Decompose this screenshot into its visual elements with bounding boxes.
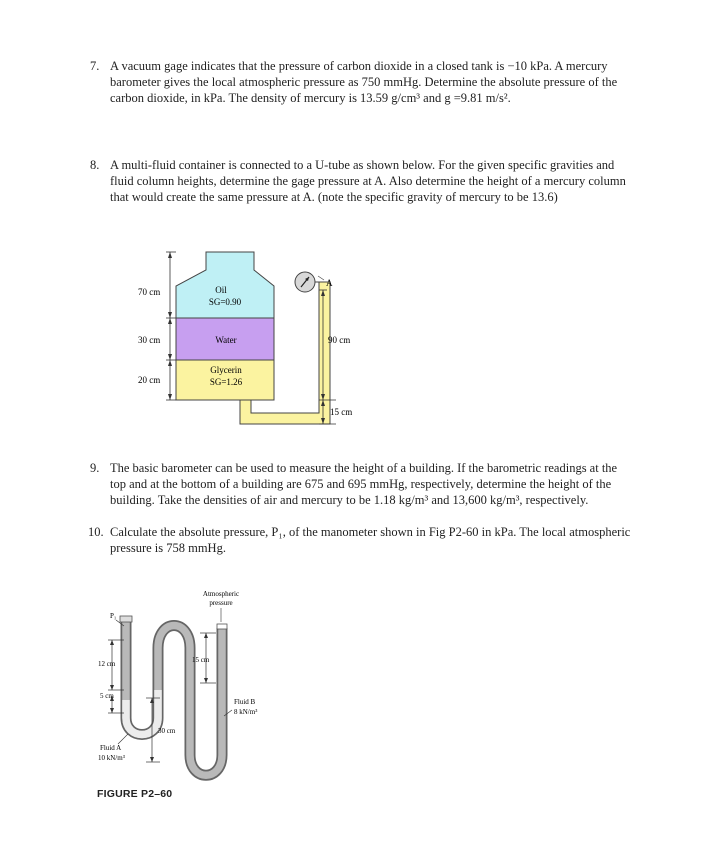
dim-water-label: 30 cm: [138, 335, 161, 345]
question-number: 7.: [90, 59, 100, 73]
question-number: 9.: [90, 461, 100, 475]
question-text: The basic barometer can be used to measure the height of a building. If the barometric readings at the top and at the bottom of a building are 675 and 695 mmHg, respectively, determine the height of the building. Take the densities of air and mercury to be 1.18 kg/m³ and 13,600 kg/m³, respectively.: [110, 461, 618, 507]
atm-label-line1: Atmospheric: [202, 590, 240, 598]
fluid-a-weight: 10 kN/m³: [98, 754, 125, 762]
oil-label: Oil: [215, 285, 227, 295]
dim-5cm: 5 cm: [100, 692, 114, 700]
oil-sg-label: SG=0.90: [208, 297, 242, 307]
dim-oil-label: 70 cm: [138, 287, 161, 297]
dim-15cm: 15 cm: [192, 656, 210, 664]
dim-30cm: 30 cm: [158, 727, 176, 735]
point-a-label: A: [326, 278, 333, 288]
atm-label-line2: pressure: [209, 599, 233, 607]
figure-caption: FIGURE P2–60: [97, 788, 173, 800]
fluid-b-weight: 8 kN/m³: [234, 708, 258, 716]
manometer-tube: [126, 622, 222, 775]
dim-bottom-label: 15 cm: [330, 407, 353, 417]
question-text: A multi-fluid container is connected to a U-tube as shown below. For the given specific gravities and fluid column heights, determine the gage pressure at A. Also determine the height of a mercury column that would create the same pressure at A. (note the specific gravity of mercury to be 13.6): [110, 158, 626, 204]
water-label: Water: [215, 335, 237, 345]
fluid-b-label: Fluid B: [234, 698, 256, 706]
question-number: 10.: [88, 525, 104, 539]
glycerin-label: Glycerin: [210, 365, 242, 375]
dim-12cm: 12 cm: [98, 660, 116, 668]
question-number: 8.: [90, 158, 100, 172]
p1-label: P₁: [110, 612, 117, 620]
dim-right-label: 90 cm: [328, 335, 351, 345]
question-text: A vacuum gage indicates that the pressure of carbon dioxide in a closed tank is −10 kPa. A mercury barometer gives the local atmospheric pressure as 750 mmHg. Determine the absolute pressure of the carbon dioxide, in kPa. The density of mercury is 13.59 g/cm³ and g =9.81 m/s².: [110, 59, 618, 105]
question-text: Calculate the absolute pressure, P₁, of the manometer shown in Fig P2-60 in kPa. The local atmospheric pressure is 758 mmHg.: [110, 525, 631, 555]
glycerin-sg-label: SG=1.26: [209, 377, 243, 387]
dim-glycerin-label: 20 cm: [138, 375, 161, 385]
fluid-a-label: Fluid A: [100, 744, 122, 752]
